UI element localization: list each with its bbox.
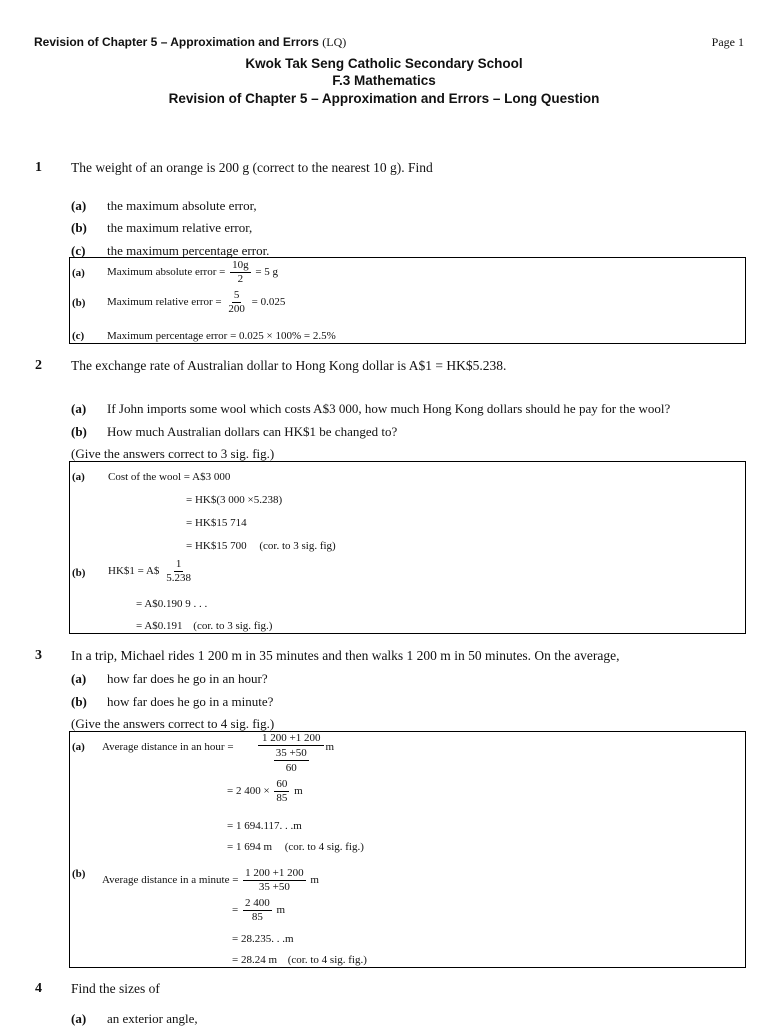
q3-sol-a-line-3: = 1 694.117. . .m	[227, 820, 302, 832]
q3-sol-a-fraction	[260, 733, 322, 774]
q4-part-a-label: (a)	[71, 1011, 87, 1026]
q2-sol-b-denominator: 5.238	[166, 572, 191, 584]
q3-note: (Give the answers correct to 4 sig. fig.)	[71, 716, 275, 731]
q3-part-b-label: (b)	[71, 694, 87, 709]
question-2-number: 2	[35, 358, 42, 373]
q1-sol-a-fraction	[230, 260, 251, 285]
q2-sol-a-line-3: = HK$15 714	[186, 517, 247, 529]
q2-sol-b-line-2: = A$0.190 9 . . .	[136, 598, 208, 610]
q1-sol-b-result: = 0.025	[251, 296, 286, 309]
q1-solution-box	[69, 257, 746, 344]
q2-sol-b-line-1	[108, 559, 195, 584]
q3-sol-b-answer: = 28.24 m	[232, 954, 278, 966]
q2-part-b-label: (b)	[71, 424, 87, 439]
q3-sol-a-line-4	[227, 841, 364, 853]
q2-sol-a-label: (a)	[72, 471, 85, 483]
q1-part-c-text: the maximum percentage error.	[107, 243, 270, 258]
header-suffix: (LQ)	[322, 35, 347, 49]
q1-sol-a-result: = 5 g	[255, 266, 279, 279]
q3-part-a-text: how far does he go in an hour?	[107, 671, 268, 686]
q2-note: (Give the answers correct to 3 sig. fig.)	[71, 446, 275, 461]
q2-part-a-label: (a)	[71, 401, 87, 416]
question-1-text: The weight of an orange is 200 g (correct to the nearest 10 g). Find	[71, 160, 433, 175]
question-3-text: In a trip, Michael rides 1 200 m in 35 minutes and then walks 1 200 m in 50 minutes. On the average,	[71, 648, 620, 663]
q3-sol-b-line-4	[232, 954, 367, 966]
question-4-text: Find the sizes of	[71, 981, 160, 996]
q2-sol-b-note: (cor. to 3 sig. fig.)	[193, 620, 273, 632]
q2-sol-b-text: HK$1 = A$	[108, 565, 160, 578]
q1-sol-a-line	[107, 260, 278, 285]
q2-sol-b-answer: = A$0.191	[136, 620, 183, 632]
q3-sol-a-denominator	[274, 746, 309, 774]
q3-sol-a-answer: = 1 694 m	[227, 841, 273, 853]
q2-sol-a-line-4	[186, 540, 336, 552]
q3-sol-a-label: (a)	[72, 741, 85, 753]
q1-sol-b-denominator: 200	[228, 303, 245, 315]
q1-sol-b-label: (b)	[72, 297, 86, 309]
q2-solution-box	[69, 461, 746, 634]
q3-sol-a-l2-unit: m	[294, 785, 303, 798]
q3-part-b-text: how far does he go in a minute?	[107, 694, 274, 709]
subject-title: F.3 Mathematics	[332, 73, 436, 88]
q1-sol-a-numerator: 10g	[232, 259, 249, 271]
q3-sol-b-label: (b)	[72, 868, 86, 880]
q2-sol-a-line-1: Cost of the wool = A$3 000	[108, 471, 231, 483]
q2-part-a-text: If John imports some wool which costs A$3 000, how much Hong Kong dollars should he pay for the wool?	[107, 401, 671, 416]
q2-sol-b-label: (b)	[72, 567, 86, 579]
page-number: Page 1	[711, 35, 744, 49]
q3-sol-a-inner-denominator: 60	[285, 762, 297, 774]
q2-sol-a-line-2: = HK$(3 000 ×5.238)	[186, 494, 283, 506]
q1-sol-b-numerator: 5	[233, 289, 240, 301]
document-title: Revision of Chapter 5 – Approximation and Errors – Long Question	[168, 91, 600, 106]
q2-sol-b-numerator: 1	[175, 558, 182, 570]
q3-sol-a-l2-numerator: 60	[276, 778, 288, 790]
q3-solution-box	[69, 731, 746, 968]
q3-sol-b-l2-numerator: 2 400	[244, 897, 270, 909]
q1-sol-b-text: Maximum relative error =	[107, 296, 222, 309]
question-2-text: The exchange rate of Australian dollar to Hong Kong dollar is A$1 = HK$5.238.	[71, 358, 507, 373]
question-4-number: 4	[35, 981, 42, 996]
q3-sol-b-denominator: 35 +50	[258, 881, 290, 893]
q3-sol-b-note: (cor. to 4 sig. fig.)	[287, 954, 367, 966]
q3-sol-a-inner-numerator: 35 +50	[275, 747, 307, 759]
q1-sol-c-label: (c)	[72, 330, 85, 342]
q4-part-a-text: an exterior angle,	[107, 1011, 198, 1026]
q3-sol-a-compound-fraction	[260, 733, 334, 774]
school-name: Kwok Tak Seng Catholic Secondary School	[245, 56, 523, 71]
q1-sol-a-text: Maximum absolute error =	[107, 266, 226, 279]
q3-sol-a-note: (cor. to 4 sig. fig.)	[284, 841, 364, 853]
header-title: Revision of Chapter 5 – Approximation and Errors	[34, 35, 319, 49]
q3-sol-b-line-3: = 28.235. . .m	[232, 933, 294, 945]
q2-sol-a-answer: = HK$15 700	[186, 540, 247, 552]
q3-sol-b-numerator: 1 200 +1 200	[245, 867, 304, 879]
q3-sol-a-l2-prefix: = 2 400 ×	[227, 785, 270, 798]
q1-part-c-label: (c)	[71, 243, 86, 258]
running-header	[34, 35, 346, 50]
question-1-number: 1	[35, 160, 42, 175]
q1-part-b-text: the maximum relative error,	[107, 220, 253, 235]
q3-sol-b-l2-prefix: =	[232, 904, 239, 917]
q3-part-a-label: (a)	[71, 671, 87, 686]
q3-sol-a-l2-fraction	[274, 779, 289, 804]
q1-sol-c-text: Maximum percentage error = 0.025 × 100% = 2.5%	[107, 330, 336, 342]
q1-sol-a-label: (a)	[72, 267, 85, 279]
q2-sol-b-line-3	[136, 620, 272, 632]
q3-sol-b-l2-fraction	[243, 898, 272, 923]
question-3-number: 3	[35, 648, 42, 663]
q3-sol-a-numerator: 1 200 +1 200	[258, 733, 324, 746]
q3-sol-b-unit: m	[310, 874, 319, 887]
q3-sol-a-text: Average distance in an hour =	[102, 741, 234, 753]
q1-part-b-label: (b)	[71, 220, 87, 235]
q3-sol-a-line-2	[227, 779, 303, 804]
q3-sol-b-fraction	[243, 868, 305, 893]
q1-part-a-text: the maximum absolute error,	[107, 198, 257, 213]
q3-sol-b-text: Average distance in a minute =	[102, 874, 239, 887]
q1-sol-a-denominator: 2	[237, 273, 244, 285]
q2-sol-b-fraction	[164, 559, 193, 584]
q3-sol-b-l2-unit: m	[276, 904, 286, 917]
q2-part-b-text: How much Australian dollars can HK$1 be changed to?	[107, 424, 398, 439]
q2-sol-a-note: (cor. to 3 sig. fig)	[259, 540, 336, 552]
q3-sol-b-l2-denominator: 85	[251, 911, 263, 923]
q3-sol-a-l2-denominator: 85	[276, 792, 288, 804]
q1-sol-b-fraction	[226, 290, 247, 315]
q1-sol-b-line	[107, 290, 285, 315]
q3-sol-b-line-2	[232, 898, 285, 923]
q1-part-a-label: (a)	[71, 198, 87, 213]
q3-sol-b-line-1	[102, 868, 319, 893]
q3-sol-a-unit: m	[325, 741, 335, 753]
